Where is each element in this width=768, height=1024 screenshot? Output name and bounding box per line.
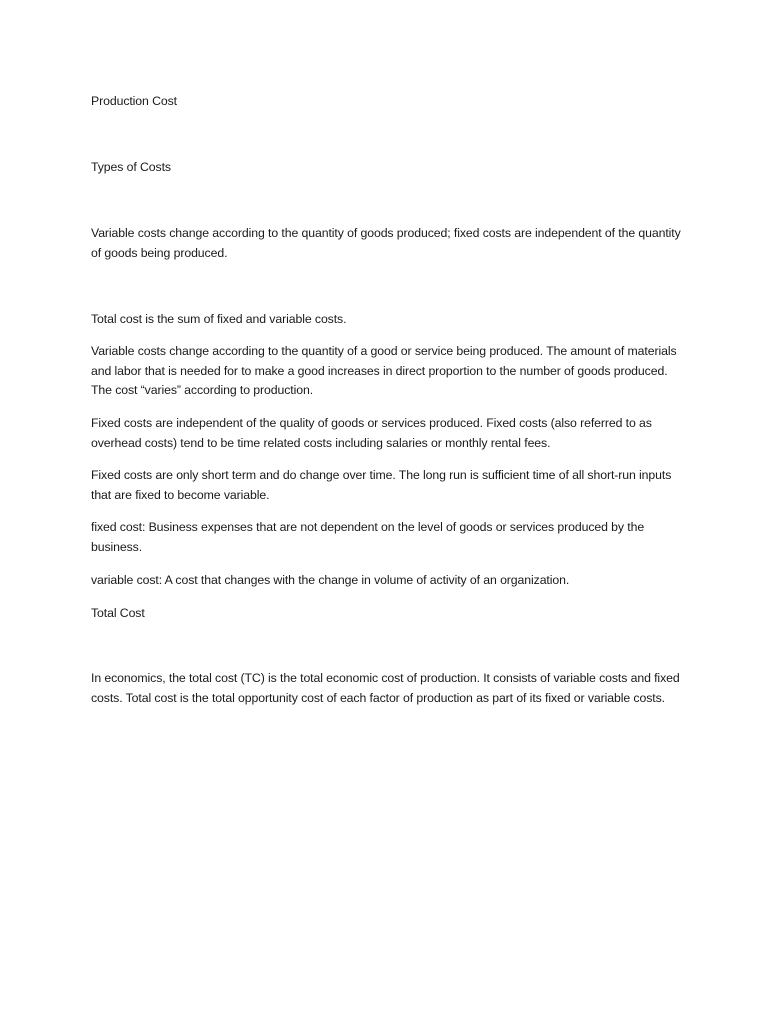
definition-variable-cost: variable cost: A cost that changes with the change in volume of activity of an organization. (91, 573, 570, 587)
paragraph-fixed-costs-short-term: Fixed costs are only short term and do change over time. The long run is sufficient time of all short-run inputs that are fixed to become variable. (91, 468, 672, 502)
section-heading-types-of-costs: Types of Costs (91, 160, 171, 174)
paragraph-total-cost-economics: In economics, the total cost (TC) is the total economic cost of production. It consists of variable costs and fixed costs. Total cost is the total opportunity cost of each factor of production as part of its fixed or variable costs. (91, 671, 680, 705)
paragraph-costs-summary: Variable costs change according to the quantity of goods produced; fixed costs are independent of the quantity of goods being produced. (91, 226, 681, 260)
paragraph-variable-costs: Variable costs change according to the quantity of a good or service being produced. The amount of materials and labor that is needed for to make a good increases in direct proportion to the number of goods produced. The cost “varies” according to production. (91, 344, 677, 397)
document-title: Production Cost (91, 94, 177, 108)
paragraph-fixed-costs: Fixed costs are independent of the quality of goods or services produced. Fixed costs (also referred to as overhead costs) tend to be time related costs including salaries or monthly rental fees. (91, 416, 652, 450)
definition-fixed-cost: fixed cost: Business expenses that are not dependent on the level of goods or services produced by the business. (91, 520, 645, 554)
section-heading-total-cost: Total Cost (91, 606, 145, 620)
paragraph-total-cost-sum: Total cost is the sum of fixed and variable costs. (91, 312, 347, 326)
